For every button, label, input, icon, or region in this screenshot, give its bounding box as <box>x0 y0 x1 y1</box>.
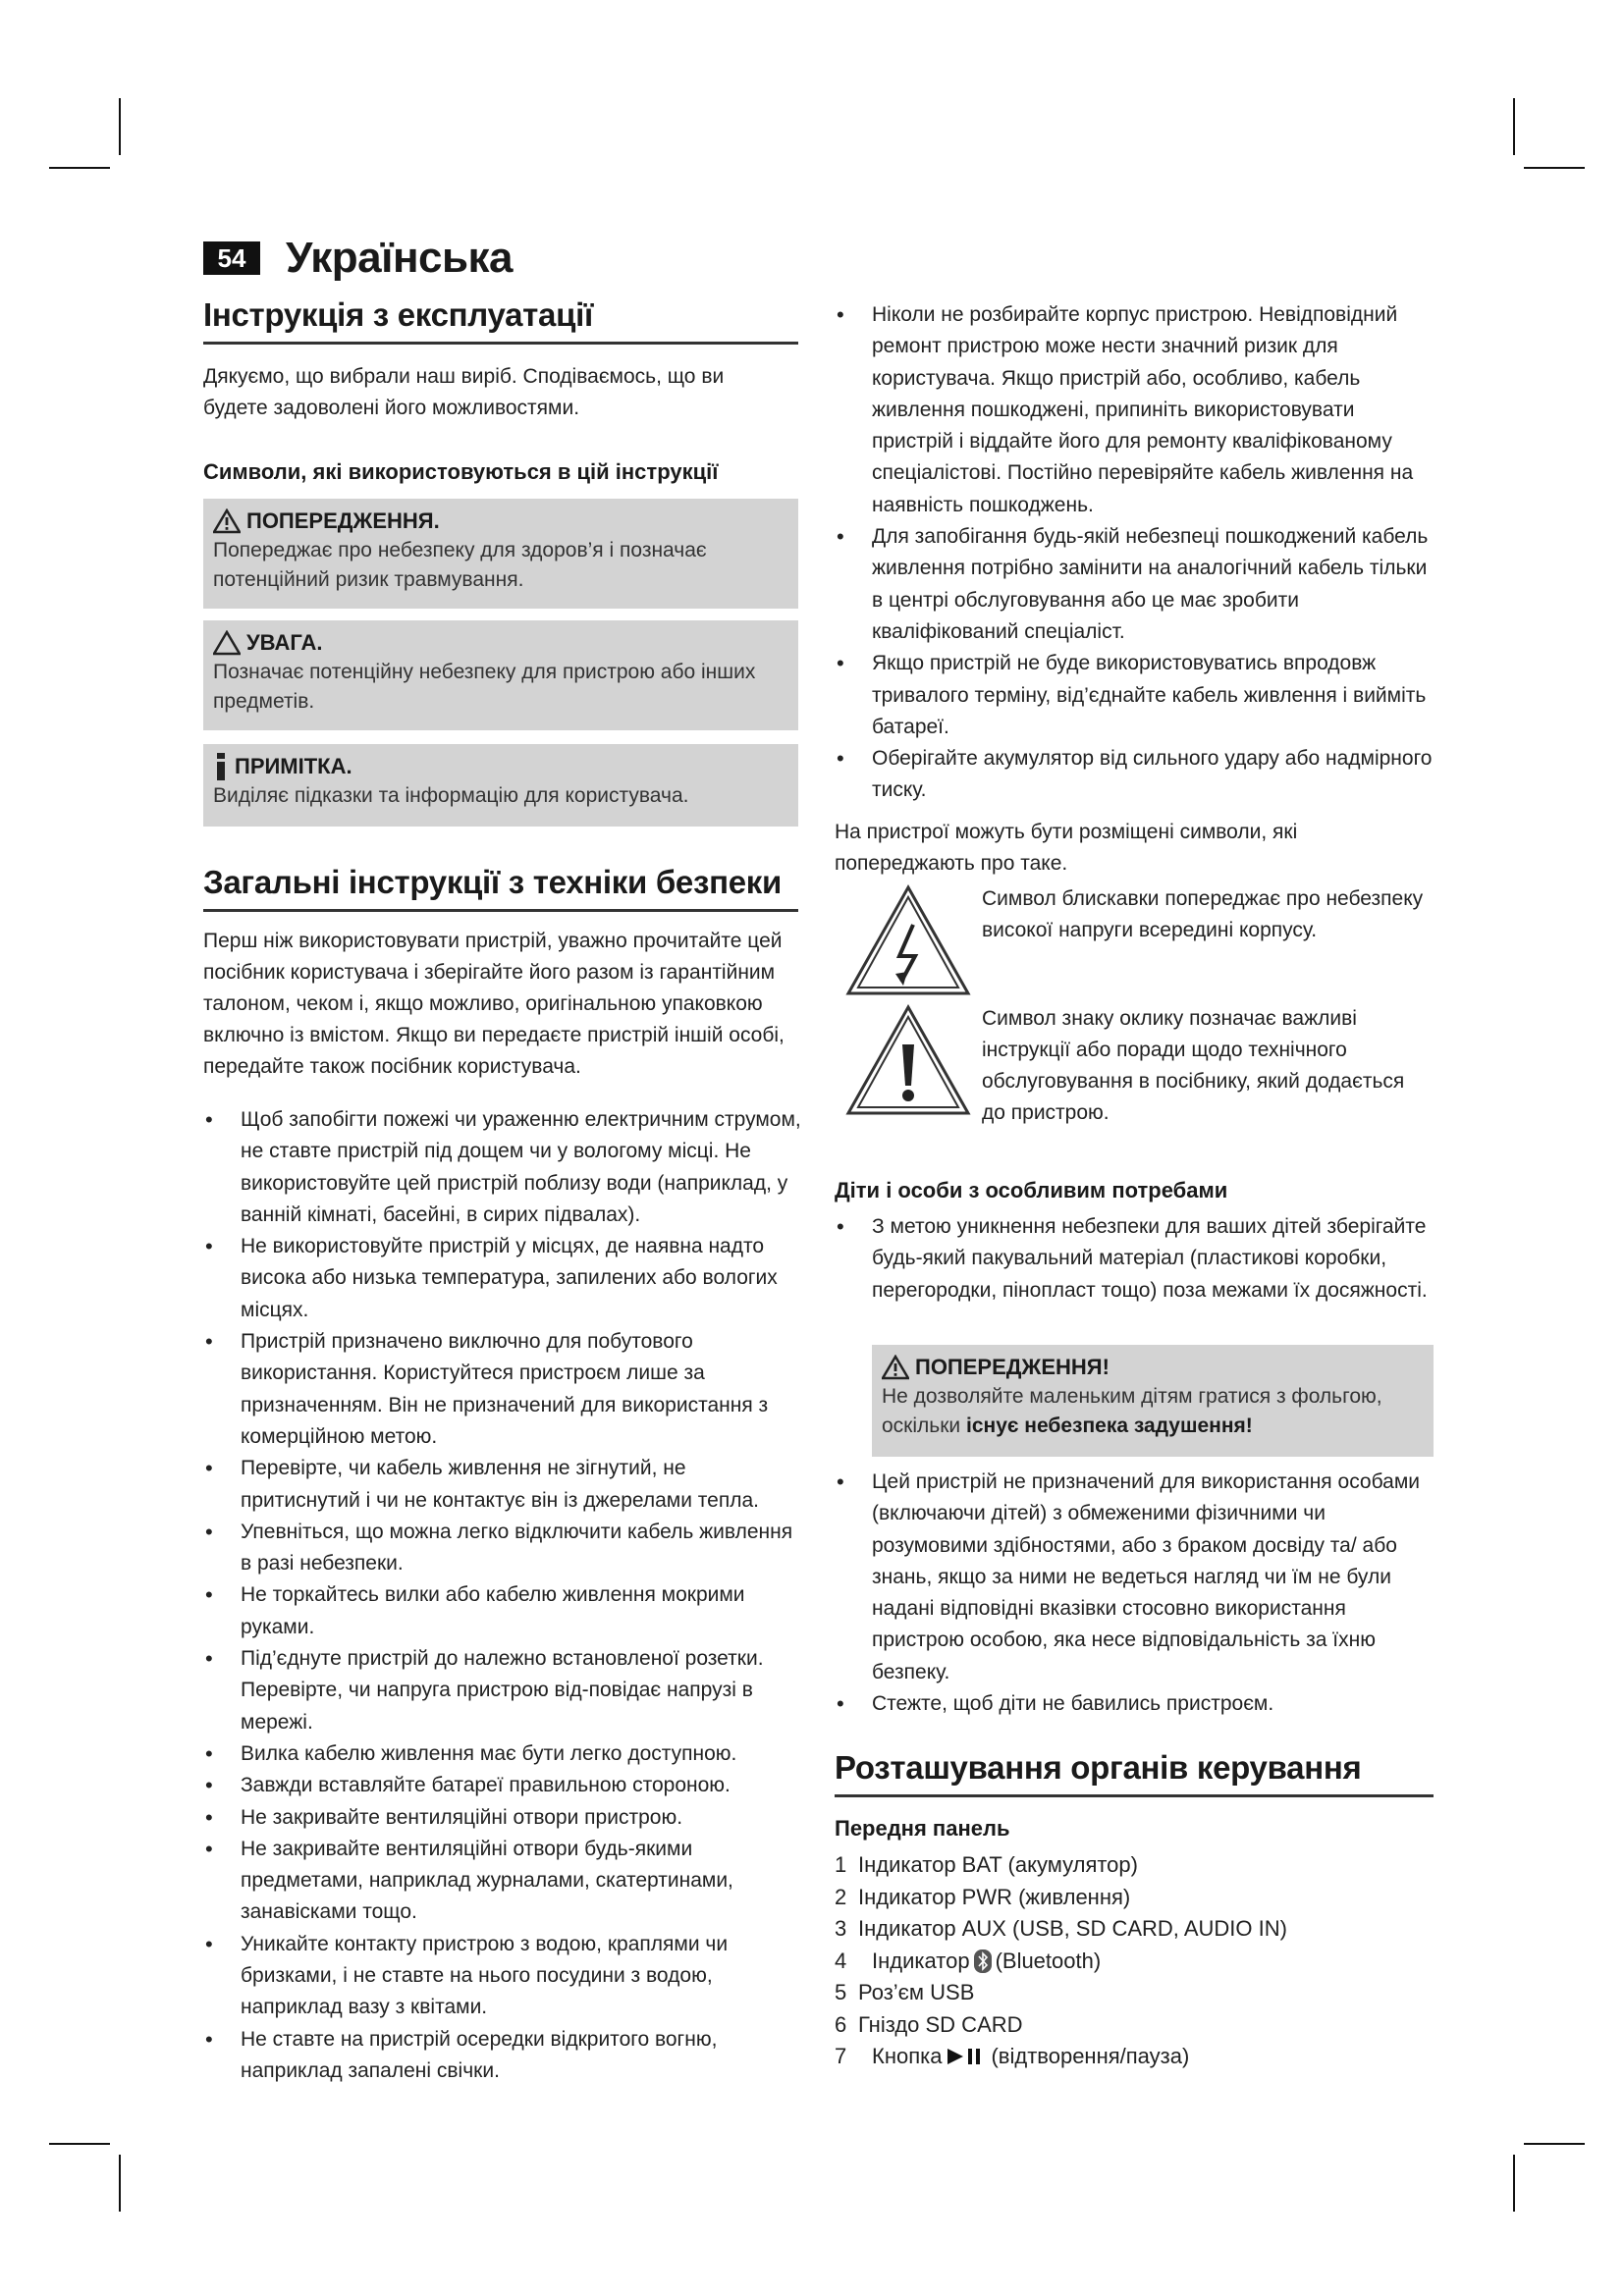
exclamation-warning-icon <box>844 1003 972 1119</box>
symbols-heading: Символи, які використовуються в цій інструкції <box>203 459 719 484</box>
controls-heading: Розташування органів керування <box>835 1749 1434 1797</box>
list-item: • Перевірте, чи кабель живлення не зігнутий, не притиснутий і чи не контактує він із джерелами тепла. <box>203 1453 804 1517</box>
list-item: • Під’єднуте пристрій до належно встановленої розетки. Перевірте, чи напруга пристрою від-повідає напрузі в мережі. <box>203 1643 804 1738</box>
page-header <box>203 234 513 283</box>
list-item: • Оберігайте акумулятор від сильного удару або надмірного тиску. <box>835 743 1434 807</box>
play-pause-icon <box>946 2047 983 2066</box>
warning-triangle-icon <box>882 1355 909 1380</box>
warning-box-title <box>213 507 788 536</box>
list-item: • Якщо пристрій не буде використовуватись впродовж тривалого терміну, від’єднайте кабель живлення і вийміть батареї. <box>835 648 1434 743</box>
crop-mark <box>119 2155 121 2212</box>
list-item: 2 Індикатор PWR (живлення) <box>835 1884 1131 1909</box>
children-warning-title: ПОПЕРЕДЖЕННЯ! <box>915 1355 1110 1379</box>
children-warning-emphasis: існує небезпека задушення! <box>966 1415 1253 1437</box>
children-warning-text-row <box>882 1382 1424 1441</box>
children-warning-title-row <box>882 1353 1424 1382</box>
symbols-intro: На пристрої можуть бути розміщені символи, які попереджають про таке. <box>835 821 1298 875</box>
list-item: • Для запобігання будь-якій небезпеці пошкоджений кабель живлення потрібно замінити на аналогічний кабель тільки в центрі обслуговування або це має зробити кваліфікований спеціаліст. <box>835 521 1434 648</box>
list-item: • Не використовуйте пристрій у місцях, де наявна надто висока або низька температура, запилених або вологих місцях. <box>203 1231 804 1326</box>
safety-bullets <box>203 1104 804 2087</box>
lightning-warning-icon <box>844 883 972 999</box>
caution-box-title <box>213 628 788 658</box>
safety-bullets-continued <box>835 299 1434 807</box>
children-warning-box <box>872 1345 1434 1457</box>
safety-intro: Перш ніж використовувати пристрій, уважно прочитайте цей посібник користувача і зберігайте його разом із гарантійним талоном, чеком і, якщо можливо, оригінальною упаковкою включно із вмістом. Якщо ви передаєте пристрій іншій особі, передайте також посібник користувача. <box>203 930 785 1078</box>
note-box-title <box>213 752 788 781</box>
children-bullets <box>835 1211 1434 1307</box>
list-item: 5 Роз’єм USB <box>835 1980 975 2004</box>
list-item: • Ніколи не розбирайте корпус пристрою. Невідповідний ремонт пристрою може нести значний ризик для користувача. Якщо пристрій або, особливо, кабель живлення пошкоджені, припиніть використовувати пристрій і віддайте його для ремонту кваліфікованому спеціалістові. Постійно перевіряйте кабель живлення на наявність пошкоджень. <box>835 299 1434 521</box>
crop-mark <box>1513 2155 1515 2212</box>
crop-mark <box>119 98 121 155</box>
exclamation-symbol-row <box>844 1003 1434 1129</box>
warning-triangle-icon <box>213 508 241 534</box>
intro-heading: Інструкція з експлуатації <box>203 296 798 345</box>
lightning-symbol-row <box>844 883 1434 999</box>
list-item: • Щоб запобігти пожежі чи ураженню електричним струмом, не ставте пристрій під дощем чи у вологому місці. Не використовуйте цей пристрій поблизу води (наприклад, у ванній кімнаті, басейні, в сирих підвалах). <box>203 1104 804 1231</box>
crop-mark <box>49 167 110 169</box>
list-item: • Уникайте контакту пристрою з водою, краплями чи бризками, і не ставте на нього посудини з водою, наприклад вазу з квітами. <box>203 1929 804 2024</box>
list-item: • Завжди вставляйте батареї правильною стороною. <box>203 1770 804 1801</box>
list-item: • Не торкайтесь вилки або кабелю живлення мокрими руками. <box>203 1579 804 1643</box>
caution-title: УВАГА. <box>246 630 323 655</box>
list-item: • Упевніться, що можна легко відключити кабель живлення в разі небезпеки. <box>203 1517 804 1580</box>
list-item: • Стежте, щоб діти не бавились пристроєм. <box>835 1688 1434 1720</box>
crop-mark <box>1524 2143 1585 2145</box>
list-item: 7 Кнопка (відтворення/пауза) <box>835 2044 1190 2068</box>
warning-box <box>203 499 798 609</box>
caution-triangle-icon <box>213 630 241 656</box>
crop-mark <box>49 2143 110 2145</box>
list-item: • Цей пристрій не призначений для використання особами (включаючи дітей) з обмеженими фізичними чи розумовими здібностями, або з браком досвіду та/ або знань, якщо за ними не ведеться нагляд чи їм не були надані відповідні вказівки стосовно використання пристрою особою, яка несе відповідальність за їхню безпеку. <box>835 1467 1434 1688</box>
intro-text: Дякуємо, що вибрали наш виріб. Сподіваємось, що ви будете задоволені його можливостями. <box>203 365 725 419</box>
lightning-symbol-text: Символ блискавки попереджає про небезпеку високої напруги всередині корпусу. <box>982 887 1424 941</box>
controls-list <box>835 1849 1434 2073</box>
list-item: • Не закривайте вентиляційні отвори пристрою. <box>203 1802 804 1834</box>
note-title: ПРИМІТКА. <box>235 754 352 778</box>
warning-text: Попереджає про небезпеку для здоров’я і позначає потенційний ризик травмування. <box>213 539 707 591</box>
warning-title: ПОПЕРЕДЖЕННЯ. <box>246 508 440 533</box>
note-text: Виділяє підказки та інформацію для користувача. <box>213 784 689 807</box>
children-bullets-2 <box>835 1467 1434 1720</box>
page-number: 54 <box>203 241 260 275</box>
language-title: Українська <box>286 234 514 282</box>
note-box <box>203 744 798 827</box>
bluetooth-icon <box>974 1949 992 1973</box>
caution-text: Позначає потенційну небезпеку для пристрою або інших предметів. <box>213 661 756 713</box>
list-item: 3 Індикатор AUX (USB, SD CARD, AUDIO IN) <box>835 1916 1287 1941</box>
list-item: 6 Гніздо SD CARD <box>835 2011 1023 2037</box>
list-item: • Вилка кабелю живлення має бути легко доступною. <box>203 1738 804 1770</box>
crop-mark <box>1524 167 1585 169</box>
exclamation-symbol-text: Символ знаку оклику позначає важливі інструкції або поради щодо технічного обслуговування в посібнику, який додається до пристрою. <box>982 1007 1405 1124</box>
crop-mark <box>1513 98 1515 155</box>
list-item: 1 Індикатор BAT (акумулятор) <box>835 1852 1138 1877</box>
caution-box <box>203 620 798 730</box>
list-item: 4 Індикатор (Bluetooth) <box>835 1948 1102 1973</box>
list-item: • З метою уникнення небезпеки для ваших дітей зберігайте будь-який пакувальний матеріал (пластикові коробки, перегородки, пінопласт тощо) поза межами їх досяжності. <box>835 1211 1434 1307</box>
list-item: • Не закривайте вентиляційні отвори будь-якими предметами, наприклад журналами, скатертинами, занавісками тощо. <box>203 1834 804 1929</box>
list-item: • Пристрій призначено виключно для побутового використання. Користуйтеся пристроєм лише за призначенням. Він не призначений для використання з комерційною метою. <box>203 1326 804 1453</box>
info-icon <box>213 753 229 780</box>
children-heading: Діти і особи з особливим потребами <box>835 1178 1228 1202</box>
safety-heading: Загальні інструкції з техніки безпеки <box>203 864 798 912</box>
children-warning-text: Не дозволяйте маленьким дітям гратися з фольгою, оскільки <box>882 1385 1382 1437</box>
front-panel-heading: Передня панель <box>835 1816 1010 1841</box>
list-item: • Не ставте на пристрій осередки відкритого вогню, наприклад запалені свічки. <box>203 2024 804 2088</box>
